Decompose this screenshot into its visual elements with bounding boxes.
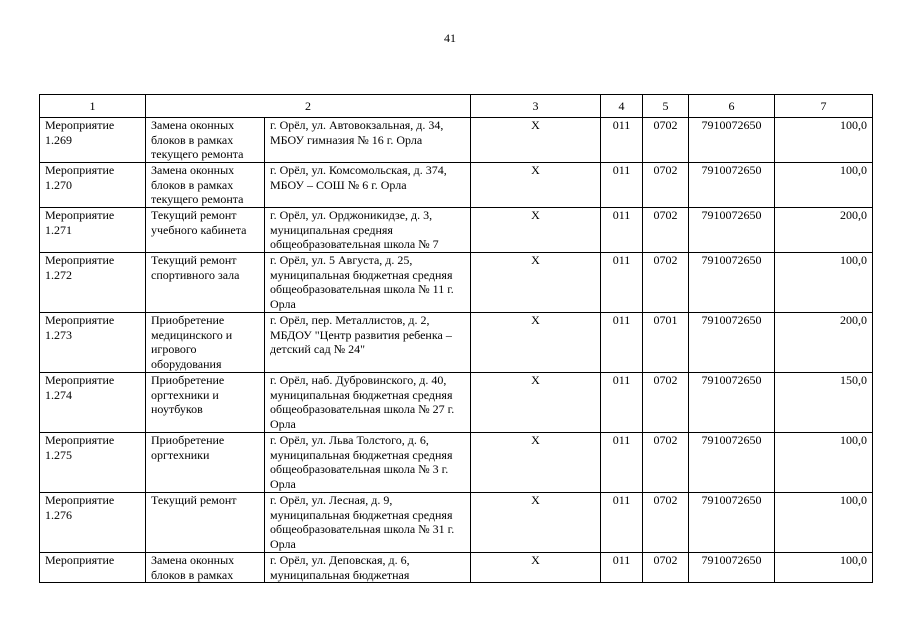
col5-cell: 0702 bbox=[643, 433, 689, 493]
col4-cell: 011 bbox=[601, 208, 643, 253]
col3-cell: Х bbox=[471, 493, 601, 553]
work-cell: Замена оконных блоков в рамках текущего ремонта bbox=[146, 163, 265, 208]
col3-cell: Х bbox=[471, 208, 601, 253]
work-cell: Текущий ремонт спортивного зала bbox=[146, 253, 265, 313]
work-cell: Текущий ремонт учебного кабинета bbox=[146, 208, 265, 253]
page-number: 41 bbox=[444, 31, 456, 45]
address-cell: г. Орёл, ул. Лесная, д. 9, муниципальная бюджетная средняя общеобразовательная школа № 31 г. Орла bbox=[265, 493, 471, 553]
col4-cell: 011 bbox=[601, 553, 643, 583]
table-row bbox=[40, 253, 873, 313]
col7-cell: 100,0 bbox=[775, 493, 873, 553]
col4-cell: 011 bbox=[601, 253, 643, 313]
budget-table bbox=[39, 94, 873, 583]
table-row bbox=[40, 373, 873, 433]
header-cell-6: 6 bbox=[689, 95, 775, 118]
col3-cell: Х bbox=[471, 373, 601, 433]
col7-cell: 200,0 bbox=[775, 313, 873, 373]
col7-cell: 100,0 bbox=[775, 433, 873, 493]
col4-cell: 011 bbox=[601, 373, 643, 433]
header-cell-3: 3 bbox=[471, 95, 601, 118]
header-cell-7: 7 bbox=[775, 95, 873, 118]
col6-cell: 7910072650 bbox=[689, 313, 775, 373]
col5-cell: 0702 bbox=[643, 553, 689, 583]
col7-cell: 150,0 bbox=[775, 373, 873, 433]
col6-cell: 7910072650 bbox=[689, 373, 775, 433]
col5-cell: 0702 bbox=[643, 208, 689, 253]
address-cell: г. Орёл, пер. Металлистов, д. 2, МБДОУ "Центр развития ребенка – детский сад № 24" bbox=[265, 313, 471, 373]
header-cell-1: 1 bbox=[40, 95, 146, 118]
col4-cell: 011 bbox=[601, 313, 643, 373]
col7-cell: 100,0 bbox=[775, 118, 873, 163]
event-cell: Мероприятие 1.270 bbox=[40, 163, 146, 208]
table-row bbox=[40, 493, 873, 553]
table-row bbox=[40, 313, 873, 373]
address-cell: г. Орёл, ул. Орджоникидзе, д. 3, муниципальная средняя общеобразовательная школа № 7 bbox=[265, 208, 471, 253]
col5-cell: 0702 bbox=[643, 118, 689, 163]
col6-cell: 7910072650 bbox=[689, 493, 775, 553]
work-cell: Приобретение оргтехники bbox=[146, 433, 265, 493]
address-cell: г. Орёл, ул. Льва Толстого, д. 6, муниципальная бюджетная средняя общеобразовательная школа № 3 г. Орла bbox=[265, 433, 471, 493]
col5-cell: 0702 bbox=[643, 493, 689, 553]
col6-cell: 7910072650 bbox=[689, 208, 775, 253]
address-cell: г. Орёл, ул. Комсомольская, д. 374, МБОУ – СОШ № 6 г. Орла bbox=[265, 163, 471, 208]
header-cell-5: 5 bbox=[643, 95, 689, 118]
col6-cell: 7910072650 bbox=[689, 118, 775, 163]
col5-cell: 0702 bbox=[643, 373, 689, 433]
col5-cell: 0701 bbox=[643, 313, 689, 373]
event-cell: Мероприятие 1.272 bbox=[40, 253, 146, 313]
address-cell: г. Орёл, наб. Дубровинского, д. 40, муниципальная бюджетная средняя общеобразовательная школа № 27 г. Орла bbox=[265, 373, 471, 433]
event-cell: Мероприятие 1.273 bbox=[40, 313, 146, 373]
event-cell: Мероприятие 1.275 bbox=[40, 433, 146, 493]
col4-cell: 011 bbox=[601, 493, 643, 553]
col3-cell: Х bbox=[471, 313, 601, 373]
work-cell: Замена оконных блоков в рамках bbox=[146, 553, 265, 583]
event-cell: Мероприятие 1.276 bbox=[40, 493, 146, 553]
col4-cell: 011 bbox=[601, 433, 643, 493]
event-cell: Мероприятие 1.271 bbox=[40, 208, 146, 253]
col7-cell: 100,0 bbox=[775, 253, 873, 313]
event-cell: Мероприятие bbox=[40, 553, 146, 583]
table-row bbox=[40, 118, 873, 163]
table-header-row bbox=[40, 95, 873, 118]
col3-cell: Х bbox=[471, 163, 601, 208]
col3-cell: Х bbox=[471, 118, 601, 163]
col5-cell: 0702 bbox=[643, 253, 689, 313]
table-row bbox=[40, 553, 873, 583]
header-cell-2: 2 bbox=[146, 95, 471, 118]
work-cell: Приобретение оргтехники и ноутбуков bbox=[146, 373, 265, 433]
address-cell: г. Орёл, ул. Автовокзальная, д. 34, МБОУ гимназия № 16 г. Орла bbox=[265, 118, 471, 163]
work-cell: Текущий ремонт bbox=[146, 493, 265, 553]
col6-cell: 7910072650 bbox=[689, 553, 775, 583]
col3-cell: Х bbox=[471, 433, 601, 493]
address-cell: г. Орёл, ул. 5 Августа, д. 25, муниципальная бюджетная средняя общеобразовательная школа № 11 г. Орла bbox=[265, 253, 471, 313]
col7-cell: 100,0 bbox=[775, 553, 873, 583]
header-cell-4: 4 bbox=[601, 95, 643, 118]
table-row bbox=[40, 208, 873, 253]
col3-cell: Х bbox=[471, 253, 601, 313]
work-cell: Замена оконных блоков в рамках текущего ремонта bbox=[146, 118, 265, 163]
col4-cell: 011 bbox=[601, 118, 643, 163]
col7-cell: 200,0 bbox=[775, 208, 873, 253]
col6-cell: 7910072650 bbox=[689, 163, 775, 208]
work-cell: Приобретение медицинского и игрового оборудования bbox=[146, 313, 265, 373]
col3-cell: Х bbox=[471, 553, 601, 583]
col4-cell: 011 bbox=[601, 163, 643, 208]
event-cell: Мероприятие 1.269 bbox=[40, 118, 146, 163]
table-row bbox=[40, 163, 873, 208]
col5-cell: 0702 bbox=[643, 163, 689, 208]
col6-cell: 7910072650 bbox=[689, 433, 775, 493]
col7-cell: 100,0 bbox=[775, 163, 873, 208]
table-row bbox=[40, 433, 873, 493]
address-cell: г. Орёл, ул. Деповская, д. 6, муниципальная бюджетная bbox=[265, 553, 471, 583]
col6-cell: 7910072650 bbox=[689, 253, 775, 313]
event-cell: Мероприятие 1.274 bbox=[40, 373, 146, 433]
